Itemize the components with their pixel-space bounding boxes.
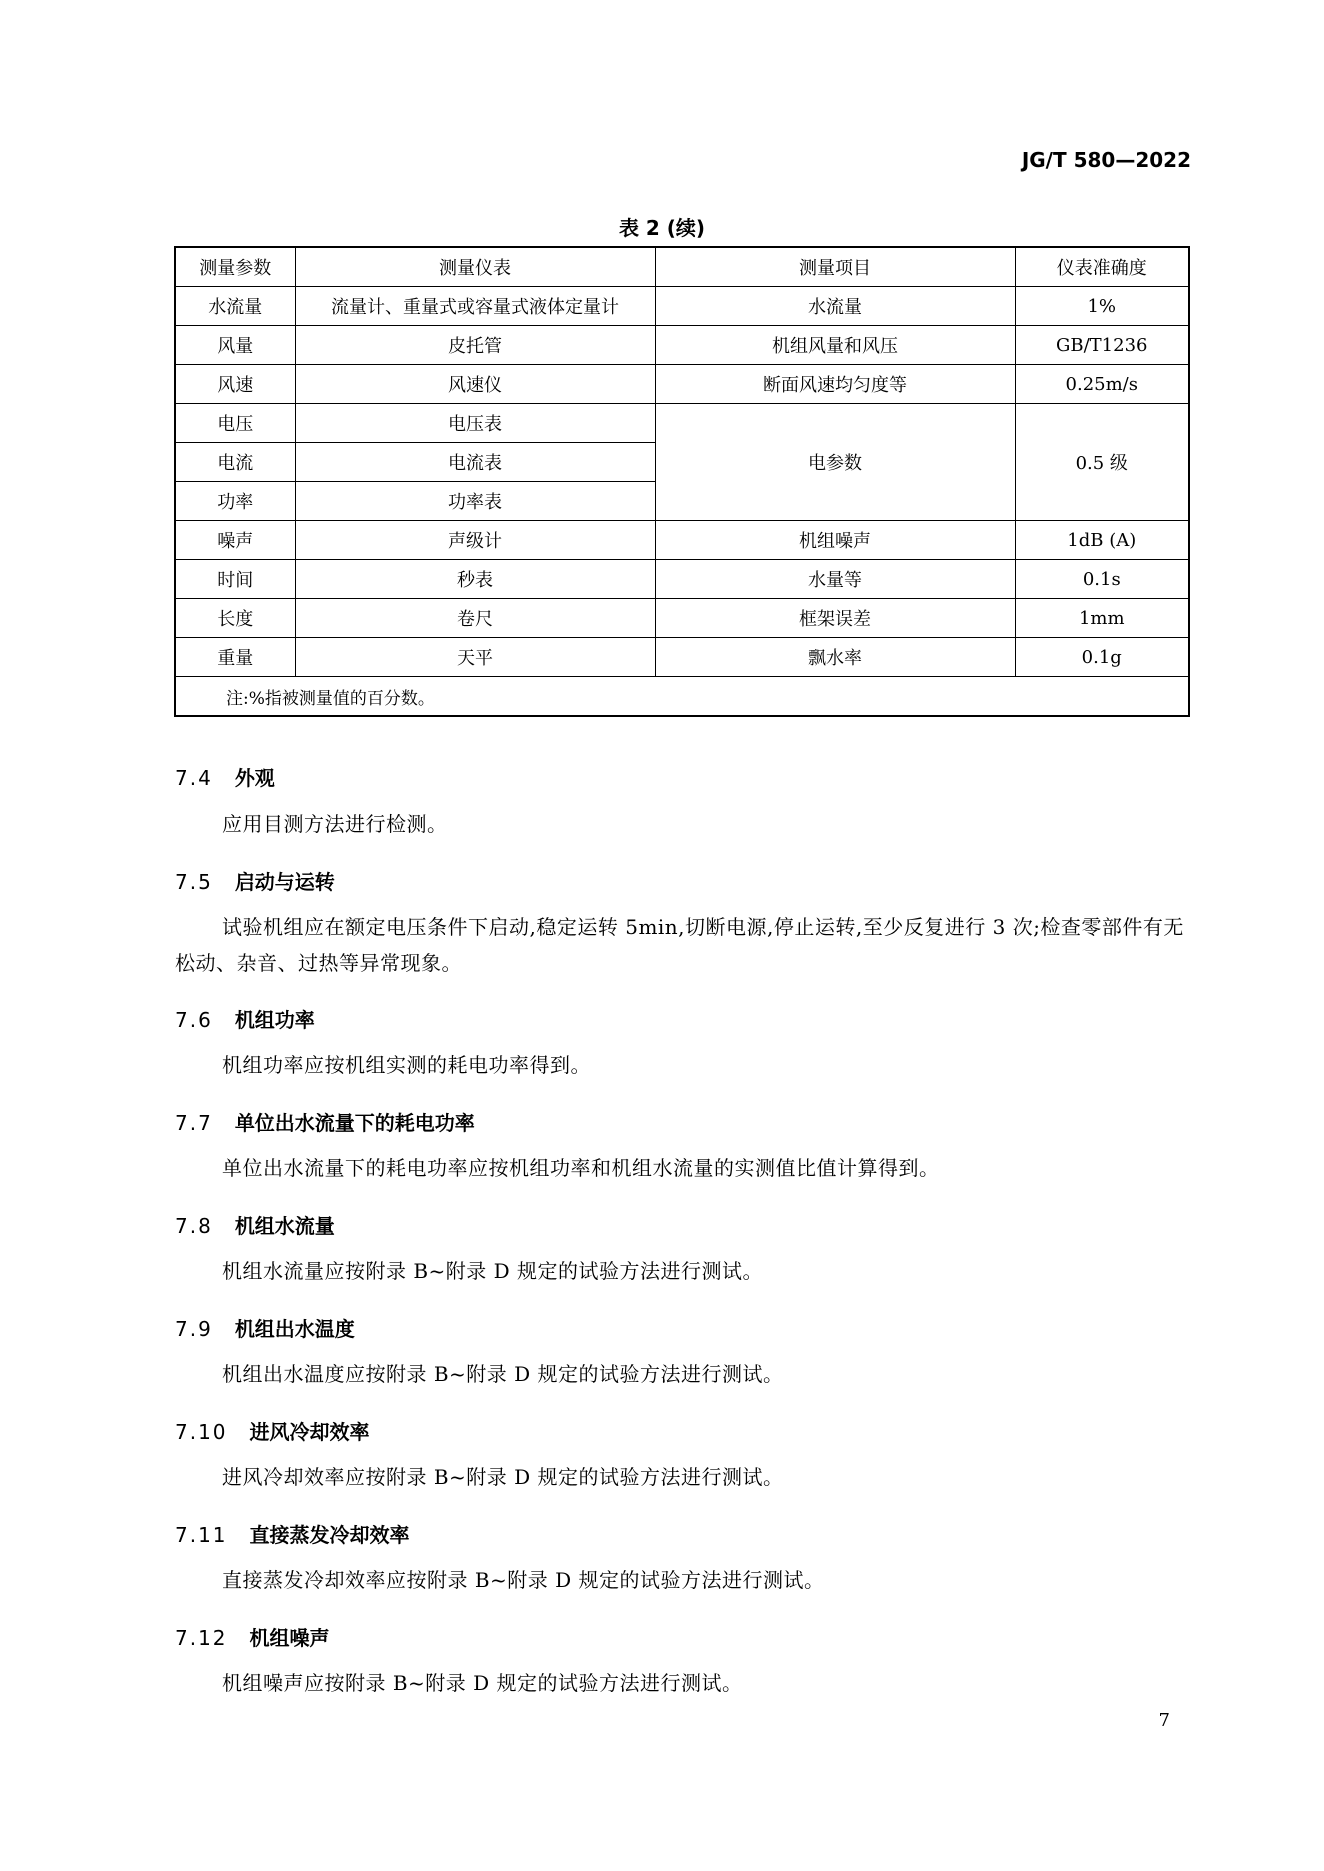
section-title: 机组功率	[234, 1008, 315, 1032]
table-cell: 水量等	[655, 560, 1015, 599]
table-header-cell: 测量仪表	[295, 247, 655, 287]
section-heading-7-5	[175, 866, 335, 895]
table-row	[175, 326, 1189, 365]
table-row	[175, 599, 1189, 638]
section-title: 直接蒸发冷却效率	[249, 1523, 410, 1547]
table-cell: 断面风速均匀度等	[655, 365, 1015, 404]
table-cell: 卷尺	[295, 599, 655, 638]
section-title: 机组水流量	[234, 1214, 335, 1238]
table-cell: 飘水率	[655, 638, 1015, 677]
section-title: 机组出水温度	[234, 1317, 355, 1341]
table-note-row	[175, 677, 1189, 717]
section-number: 7.11	[175, 1523, 228, 1547]
section-heading-7-4	[175, 762, 275, 791]
table-row	[175, 404, 1189, 443]
table-header-cell: 测量参数	[175, 247, 295, 287]
table-cell: 机组风量和风压	[655, 326, 1015, 365]
section-heading-7-8	[175, 1210, 335, 1239]
table-cell: GB/T1236	[1015, 326, 1189, 365]
table-caption: 表 2 (续)	[618, 216, 706, 240]
section-heading-7-9	[175, 1313, 355, 1342]
section-heading-7-6	[175, 1004, 315, 1033]
table-cell: 电流表	[295, 443, 655, 482]
section-number: 7.8	[175, 1214, 213, 1238]
section-body-7-7: 单位出水流量下的耗电功率应按机组功率和机组水流量的实测值比值计算得到。	[222, 1156, 940, 1180]
table-cell: 电压	[175, 404, 295, 443]
table-cell: 0.25m/s	[1015, 365, 1189, 404]
table-header-cell: 仪表准确度	[1015, 247, 1189, 287]
table-row	[175, 287, 1189, 326]
table-cell: 声级计	[295, 521, 655, 560]
table-cell: 时间	[175, 560, 295, 599]
section-title: 进风冷却效率	[249, 1420, 370, 1444]
table-cell: 噪声	[175, 521, 295, 560]
table-cell: 长度	[175, 599, 295, 638]
table-cell: 功率表	[295, 482, 655, 521]
section-number: 7.7	[175, 1111, 213, 1135]
table-row	[175, 560, 1189, 599]
table-cell: 重量	[175, 638, 295, 677]
table-cell: 1mm	[1015, 599, 1189, 638]
section-number: 7.4	[175, 766, 213, 790]
table-cell: 皮托管	[295, 326, 655, 365]
table-cell: 0.1s	[1015, 560, 1189, 599]
section-body-7-8: 机组水流量应按附录 B~附录 D 规定的试验方法进行测试。	[222, 1259, 764, 1283]
table-cell: 功率	[175, 482, 295, 521]
section-number: 7.5	[175, 870, 213, 894]
table-cell: 电压表	[295, 404, 655, 443]
section-number: 7.6	[175, 1008, 213, 1032]
page-number: 7	[1158, 1710, 1170, 1731]
section-heading-7-7	[175, 1107, 475, 1136]
section-body-7-10: 进风冷却效率应按附录 B~附录 D 规定的试验方法进行测试。	[222, 1465, 784, 1489]
table-header-cell: 测量项目	[655, 247, 1015, 287]
table-cell: 天平	[295, 638, 655, 677]
table-cell: 水流量	[655, 287, 1015, 326]
section-heading-7-12	[175, 1622, 330, 1651]
section-number: 7.9	[175, 1317, 213, 1341]
table-note: 注:%指被测量值的百分数。	[175, 677, 1189, 717]
table-row	[175, 638, 1189, 677]
section-body-7-9: 机组出水温度应按附录 B~附录 D 规定的试验方法进行测试。	[222, 1362, 784, 1386]
section-number: 7.10	[175, 1420, 228, 1444]
section-heading-7-10	[175, 1416, 370, 1445]
table-row	[175, 365, 1189, 404]
table-cell: 水流量	[175, 287, 295, 326]
table-cell: 0.1g	[1015, 638, 1189, 677]
section-title: 外观	[234, 766, 275, 790]
table-cell: 风速	[175, 365, 295, 404]
table-cell: 秒表	[295, 560, 655, 599]
section-body-7-11: 直接蒸发冷却效率应按附录 B~附录 D 规定的试验方法进行测试。	[222, 1568, 825, 1592]
section-body-7-6: 机组功率应按机组实测的耗电功率得到。	[222, 1053, 591, 1077]
section-heading-7-11	[175, 1519, 410, 1548]
table-cell-merged: 0.5 级	[1015, 404, 1189, 521]
table-cell: 风量	[175, 326, 295, 365]
table-cell: 1%	[1015, 287, 1189, 326]
table-cell: 流量计、重量式或容量式液体定量计	[295, 287, 655, 326]
section-title: 机组噪声	[249, 1626, 330, 1650]
table-cell: 风速仪	[295, 365, 655, 404]
table-header-row	[175, 247, 1189, 287]
table-row	[175, 521, 1189, 560]
section-body-7-5: 试验机组应在额定电压条件下启动,稳定运转 5min,切断电源,停止运转,至少反复进行 3 次;检查零部件有无松动、杂音、过热等异常现象。	[175, 915, 1184, 975]
table-cell: 电流	[175, 443, 295, 482]
section-title: 启动与运转	[234, 870, 335, 894]
table-cell: 1dB (A)	[1015, 521, 1189, 560]
document-code: JG/T 580—2022	[1021, 148, 1191, 172]
measurement-table	[174, 246, 1190, 717]
section-body-7-4: 应用目测方法进行检测。	[222, 812, 448, 836]
table-cell: 框架误差	[655, 599, 1015, 638]
section-title: 单位出水流量下的耗电功率	[234, 1111, 475, 1135]
section-number: 7.12	[175, 1626, 228, 1650]
section-body-7-12: 机组噪声应按附录 B~附录 D 规定的试验方法进行测试。	[222, 1671, 743, 1695]
table-cell-merged: 电参数	[655, 404, 1015, 521]
table-cell: 机组噪声	[655, 521, 1015, 560]
